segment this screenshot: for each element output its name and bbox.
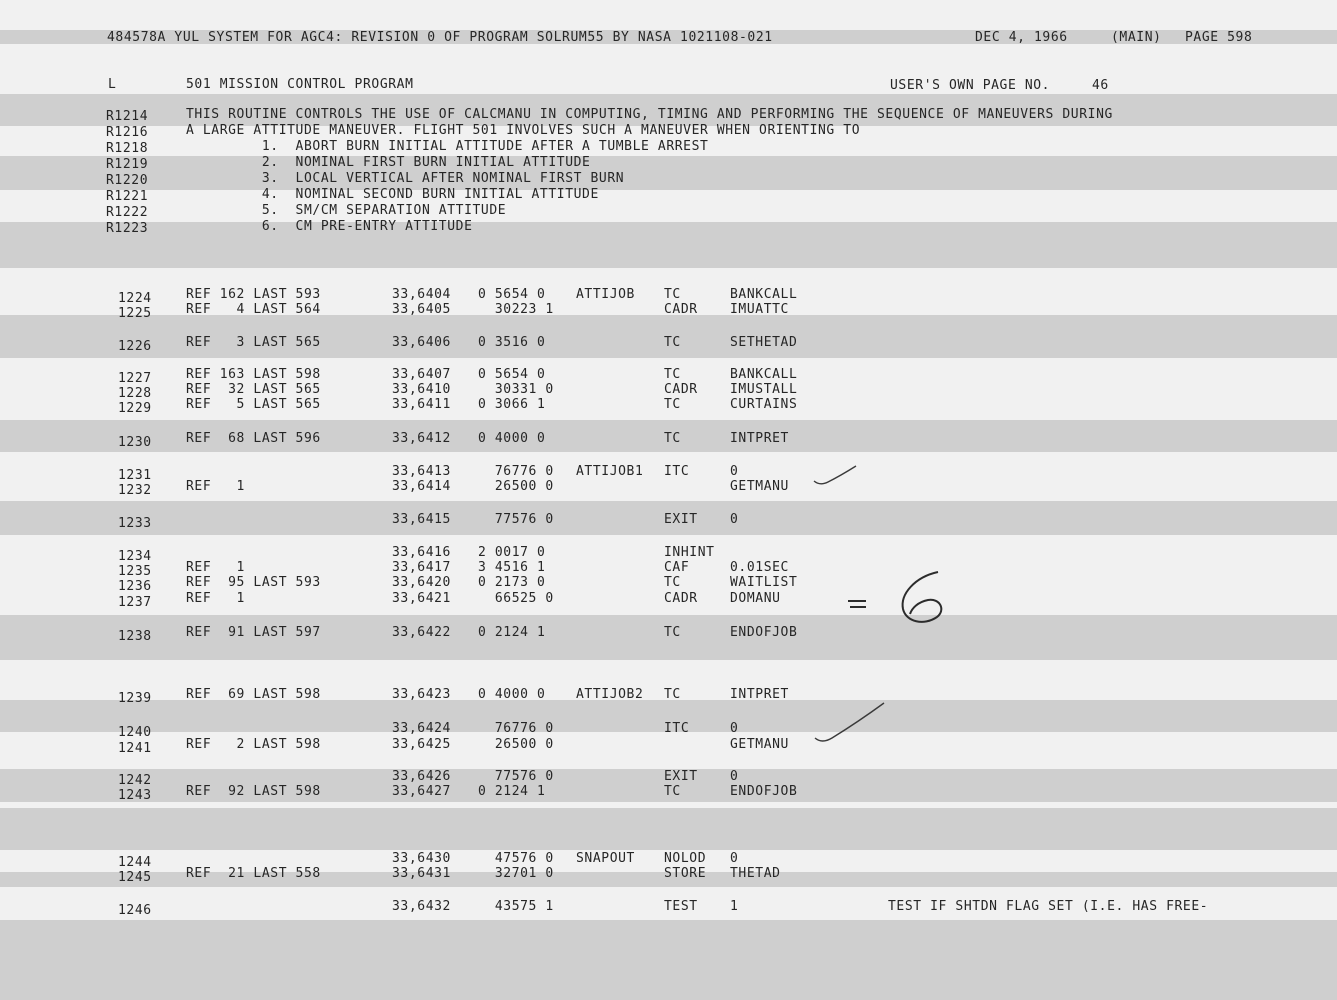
- line-address: 33,6411: [392, 397, 451, 412]
- line-label: ATTIJOB: [576, 287, 635, 302]
- line-code: 0 2124 1: [478, 625, 546, 640]
- line-ref: REF 1: [186, 560, 245, 575]
- line-operand: GETMANU: [730, 479, 789, 494]
- line-opcode: TC: [664, 625, 681, 640]
- line-ref: REF 91 LAST 597: [186, 625, 321, 640]
- line-address: 33,6413: [392, 464, 451, 479]
- remark-number: R1223: [106, 221, 149, 236]
- line-opcode: NOLOD: [664, 851, 707, 866]
- line-operand: 0: [730, 851, 739, 866]
- line-operand: BANKCALL: [730, 287, 798, 302]
- line-operand: SETHETAD: [730, 335, 798, 350]
- line-operand: ENDOFJOB: [730, 625, 798, 640]
- header-date: DEC 4, 1966: [975, 30, 1068, 45]
- line-operand: 0: [730, 512, 739, 527]
- line-code: 0 5654 0: [478, 367, 546, 382]
- line-number: 1227: [118, 371, 152, 386]
- line-operand: 0: [730, 721, 739, 736]
- remark-number: R1214: [106, 109, 149, 124]
- line-number: 1233: [118, 516, 152, 531]
- checkmark-1232: [814, 466, 856, 484]
- line-number: 1226: [118, 339, 152, 354]
- line-address: 33,6421: [392, 591, 451, 606]
- line-code: 0 2173 0: [478, 575, 546, 590]
- line-code: 66525 0: [478, 591, 554, 606]
- line-ref: REF 92 LAST 598: [186, 784, 321, 799]
- remark-text: 4. NOMINAL SECOND BURN INITIAL ATTITUDE: [186, 187, 599, 202]
- remark-number: R1218: [106, 141, 149, 156]
- line-code: 26500 0: [478, 737, 554, 752]
- handwritten-six: [903, 572, 942, 622]
- line-label: ATTIJOB1: [576, 464, 644, 479]
- line-address: 33,6412: [392, 431, 451, 446]
- line-ref: REF 95 LAST 593: [186, 575, 321, 590]
- remark-text: 1. ABORT BURN INITIAL ATTITUDE AFTER A TUMBLE ARREST: [186, 139, 709, 154]
- line-opcode: TC: [664, 431, 681, 446]
- remark-number: R1221: [106, 189, 149, 204]
- line-opcode: TC: [664, 367, 681, 382]
- remark-text: 3. LOCAL VERTICAL AFTER NOMINAL FIRST BURN: [186, 171, 625, 186]
- remark-text: 5. SM/CM SEPARATION ATTITUDE: [186, 203, 507, 218]
- line-code: 77576 0: [478, 512, 554, 527]
- line-opcode: TC: [664, 335, 681, 350]
- line-code: 30331 0: [478, 382, 554, 397]
- line-opcode: CADR: [664, 591, 698, 606]
- line-address: 33,6404: [392, 287, 451, 302]
- line-address: 33,6415: [392, 512, 451, 527]
- remark-number: R1222: [106, 205, 149, 220]
- remark-number: R1220: [106, 173, 149, 188]
- line-operand: INTPRET: [730, 687, 789, 702]
- line-number: 1243: [118, 788, 152, 803]
- remark-text: 6. CM PRE-ENTRY ATTITUDE: [186, 219, 473, 234]
- line-code: 76776 0: [478, 721, 554, 736]
- line-code: 3 4516 1: [478, 560, 546, 575]
- line-label: ATTIJOB2: [576, 687, 644, 702]
- line-number: 1228: [118, 386, 152, 401]
- checkmark-1241: [815, 703, 884, 741]
- line-number: 1225: [118, 306, 152, 321]
- log-code: L: [108, 77, 117, 92]
- remark-number: R1219: [106, 157, 149, 172]
- line-number: 1224: [118, 291, 152, 306]
- line-address: 33,6432: [392, 899, 451, 914]
- line-address: 33,6424: [392, 721, 451, 736]
- line-number: 1241: [118, 741, 152, 756]
- line-ref: REF 162 LAST 593: [186, 287, 321, 302]
- users-page-label: USER'S OWN PAGE NO.: [890, 78, 1051, 93]
- line-address: 33,6416: [392, 545, 451, 560]
- users-page-number: 46: [1092, 78, 1109, 93]
- line-code: 76776 0: [478, 464, 554, 479]
- line-ref: REF 1: [186, 591, 245, 606]
- line-address: 33,6407: [392, 367, 451, 382]
- line-code: 77576 0: [478, 769, 554, 784]
- line-code: 0 4000 0: [478, 431, 546, 446]
- line-opcode: TC: [664, 687, 681, 702]
- line-operand: THETAD: [730, 866, 781, 881]
- handwritten-note: [846, 570, 900, 600]
- line-operand: ENDOFJOB: [730, 784, 798, 799]
- line-number: 1232: [118, 483, 152, 498]
- line-number: 1229: [118, 401, 152, 416]
- line-number: 1240: [118, 725, 152, 740]
- line-operand: WAITLIST: [730, 575, 798, 590]
- line-number: 1234: [118, 549, 152, 564]
- line-address: 33,6417: [392, 560, 451, 575]
- line-code: 47576 0: [478, 851, 554, 866]
- line-opcode: ITC: [664, 721, 690, 736]
- line-number: 1236: [118, 579, 152, 594]
- line-operand: CURTAINS: [730, 397, 798, 412]
- line-code: 0 3066 1: [478, 397, 546, 412]
- line-address: 33,6410: [392, 382, 451, 397]
- line-code: 0 5654 0: [478, 287, 546, 302]
- line-ref: REF 68 LAST 596: [186, 431, 321, 446]
- line-opcode: ITC: [664, 464, 690, 479]
- line-address: 33,6420: [392, 575, 451, 590]
- line-code: 30223 1: [478, 302, 554, 317]
- line-number: 1230: [118, 435, 152, 450]
- line-opcode: TEST: [664, 899, 698, 914]
- header-page: PAGE 598: [1185, 30, 1253, 45]
- line-address: 33,6427: [392, 784, 451, 799]
- line-opcode: EXIT: [664, 769, 698, 784]
- remark-text: THIS ROUTINE CONTROLS THE USE OF CALCMANU IN COMPUTING, TIMING AND PERFORMING THE SEQUENCE OF MANEUVERS DURING: [186, 107, 1113, 122]
- line-code: 43575 1: [478, 899, 554, 914]
- line-operand: 0.01SEC: [730, 560, 789, 575]
- line-ref: REF 21 LAST 558: [186, 866, 321, 881]
- line-address: 33,6430: [392, 851, 451, 866]
- line-opcode: TC: [664, 287, 681, 302]
- line-code: 0 3516 0: [478, 335, 546, 350]
- line-code: 26500 0: [478, 479, 554, 494]
- line-operand: 0: [730, 464, 739, 479]
- line-address: 33,6425: [392, 737, 451, 752]
- line-operand: INTPRET: [730, 431, 789, 446]
- line-ref: REF 32 LAST 565: [186, 382, 321, 397]
- line-number: 1242: [118, 773, 152, 788]
- line-number: 1245: [118, 870, 152, 885]
- line-operand: 0: [730, 769, 739, 784]
- remark-text: A LARGE ATTITUDE MANEUVER. FLIGHT 501 INVOLVES SUCH A MANEUVER WHEN ORIENTING TO: [186, 123, 861, 138]
- line-ref: REF 69 LAST 598: [186, 687, 321, 702]
- line-code: 0 2124 1: [478, 784, 546, 799]
- line-label: SNAPOUT: [576, 851, 635, 866]
- line-opcode: TC: [664, 784, 681, 799]
- line-opcode: INHINT: [664, 545, 715, 560]
- line-address: 33,6431: [392, 866, 451, 881]
- line-opcode: TC: [664, 575, 681, 590]
- line-opcode: EXIT: [664, 512, 698, 527]
- line-number: 1244: [118, 855, 152, 870]
- section-title: 501 MISSION CONTROL PROGRAM: [186, 77, 414, 92]
- line-ref: REF 163 LAST 598: [186, 367, 321, 382]
- line-opcode: CAF: [664, 560, 690, 575]
- line-address: 33,6422: [392, 625, 451, 640]
- remark-number: R1216: [106, 125, 149, 140]
- line-address: 33,6414: [392, 479, 451, 494]
- line-number: 1239: [118, 691, 152, 706]
- line-ref: REF 5 LAST 565: [186, 397, 321, 412]
- line-number: 1238: [118, 629, 152, 644]
- line-ref: REF 4 LAST 564: [186, 302, 321, 317]
- line-operand: BANKCALL: [730, 367, 798, 382]
- line-ref: REF 3 LAST 565: [186, 335, 321, 350]
- line-ref: REF 2 LAST 598: [186, 737, 321, 752]
- line-code: 0 4000 0: [478, 687, 546, 702]
- line-opcode: CADR: [664, 302, 698, 317]
- line-opcode: TC: [664, 397, 681, 412]
- line-operand: IMUSTALL: [730, 382, 798, 397]
- line-opcode: CADR: [664, 382, 698, 397]
- line-number: 1246: [118, 903, 152, 918]
- line-number: 1237: [118, 595, 152, 610]
- line-operand: 1: [730, 899, 739, 914]
- header-title: 484578A YUL SYSTEM FOR AGC4: REVISION 0 OF PROGRAM SOLRUM55 BY NASA 1021108-021: [107, 30, 773, 45]
- line-operand: GETMANU: [730, 737, 789, 752]
- line-code: 2 0017 0: [478, 545, 546, 560]
- line-address: 33,6406: [392, 335, 451, 350]
- line-number: 1231: [118, 468, 152, 483]
- line-address: 33,6426: [392, 769, 451, 784]
- remark-text: 2. NOMINAL FIRST BURN INITIAL ATTITUDE: [186, 155, 591, 170]
- line-operand: IMUATTC: [730, 302, 789, 317]
- line-operand: DOMANU: [730, 591, 781, 606]
- line-number: 1235: [118, 564, 152, 579]
- line-address: 33,6405: [392, 302, 451, 317]
- line-address: 33,6423: [392, 687, 451, 702]
- header-section: (MAIN): [1111, 30, 1162, 45]
- line-opcode: STORE: [664, 866, 707, 881]
- line-comment: TEST IF SHTDN FLAG SET (I.E. HAS FREE-: [888, 899, 1209, 914]
- line-ref: REF 1: [186, 479, 245, 494]
- line-code: 32701 0: [478, 866, 554, 881]
